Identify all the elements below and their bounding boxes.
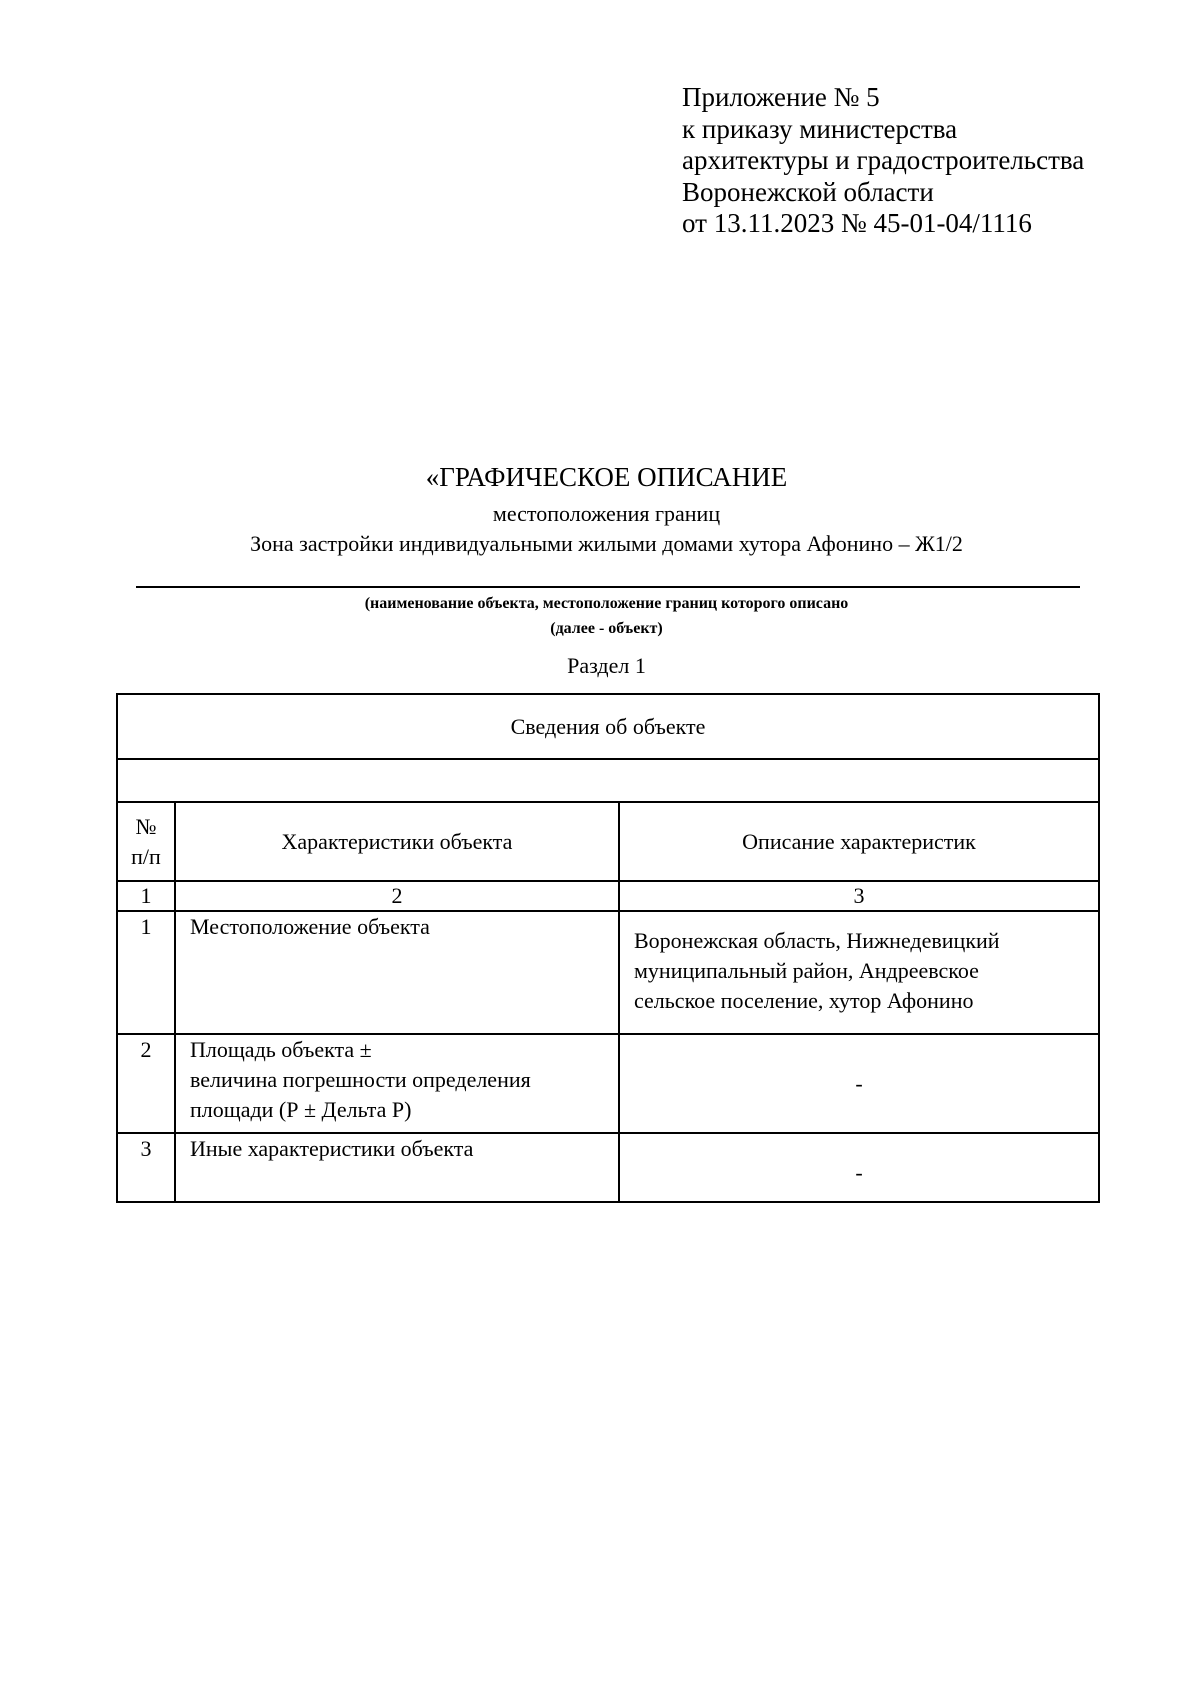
appendix-line: к приказу министерства — [682, 113, 958, 144]
column-header-number-line: п/п — [131, 843, 161, 869]
row-characteristic — [175, 1034, 619, 1133]
row-characteristic-line: Площадь объекта ± — [190, 1037, 372, 1062]
appendix-line: Воронежской области — [682, 176, 934, 207]
table-row — [117, 911, 1099, 1034]
column-header-characteristic: Характеристики объекта — [175, 802, 619, 881]
column-header-number — [117, 802, 175, 881]
section-label: Раздел 1 — [567, 653, 646, 678]
table-blank-cell — [117, 759, 1099, 802]
appendix-block — [682, 82, 1084, 240]
row-description-line: - — [855, 1070, 863, 1096]
row-number: 2 — [117, 1034, 175, 1133]
table-heading: Сведения об объекте — [117, 694, 1099, 759]
appendix-line: от 13.11.2023 № 45-01-04/1116 — [682, 208, 1032, 238]
object-name: Зона застройки индивидуальными жилыми домами хутора Афонино – Ж1/2 — [250, 531, 963, 556]
row-description — [619, 1034, 1099, 1133]
object-info-table — [116, 693, 1100, 1203]
document-subtitle: местоположения границ — [492, 501, 721, 526]
caption-line: (наименование объекта, местоположение границ которого описано — [364, 595, 849, 612]
column-number: 3 — [619, 881, 1099, 911]
row-description-line: муниципальный район, Андреевское — [634, 958, 979, 983]
caption-line: (далее - объект) — [550, 620, 663, 637]
table-column-header-row — [117, 802, 1099, 881]
underline-divider — [136, 586, 1080, 588]
table-row — [117, 1034, 1099, 1133]
row-characteristic-line: величина погрешности определения — [190, 1067, 531, 1092]
row-description-line: Воронежская область, Нижнедевицкий — [634, 928, 1000, 953]
object-name-caption — [0, 591, 1200, 641]
row-description — [619, 1133, 1099, 1202]
column-header-number-line: № — [135, 813, 157, 839]
row-characteristic — [175, 1133, 619, 1202]
appendix-line: архитектуры и градостроительства — [682, 145, 1085, 175]
row-description-line: сельское поселение, хутор Афонино — [634, 988, 974, 1013]
table-row — [117, 1133, 1099, 1202]
row-number: 1 — [117, 911, 175, 1034]
table-blank-row — [117, 759, 1099, 802]
column-number: 1 — [117, 881, 175, 911]
row-description — [619, 911, 1099, 1034]
column-number: 2 — [175, 881, 619, 911]
row-number: 3 — [117, 1133, 175, 1202]
table-column-number-row — [117, 881, 1099, 911]
appendix-line: Приложение № 5 — [682, 82, 880, 112]
document-title: «ГРАФИЧЕСКОЕ ОПИСАНИЕ — [425, 462, 788, 492]
row-description-line: - — [855, 1159, 863, 1185]
row-characteristic-line: Местоположение объекта — [190, 914, 430, 939]
row-characteristic-line: Иные характеристики объекта — [190, 1136, 474, 1161]
row-characteristic — [175, 911, 619, 1034]
table-heading-row — [117, 694, 1099, 759]
column-header-description: Описание характеристик — [619, 802, 1099, 881]
row-characteristic-line: площади (Р ± Дельта Р) — [190, 1097, 412, 1122]
